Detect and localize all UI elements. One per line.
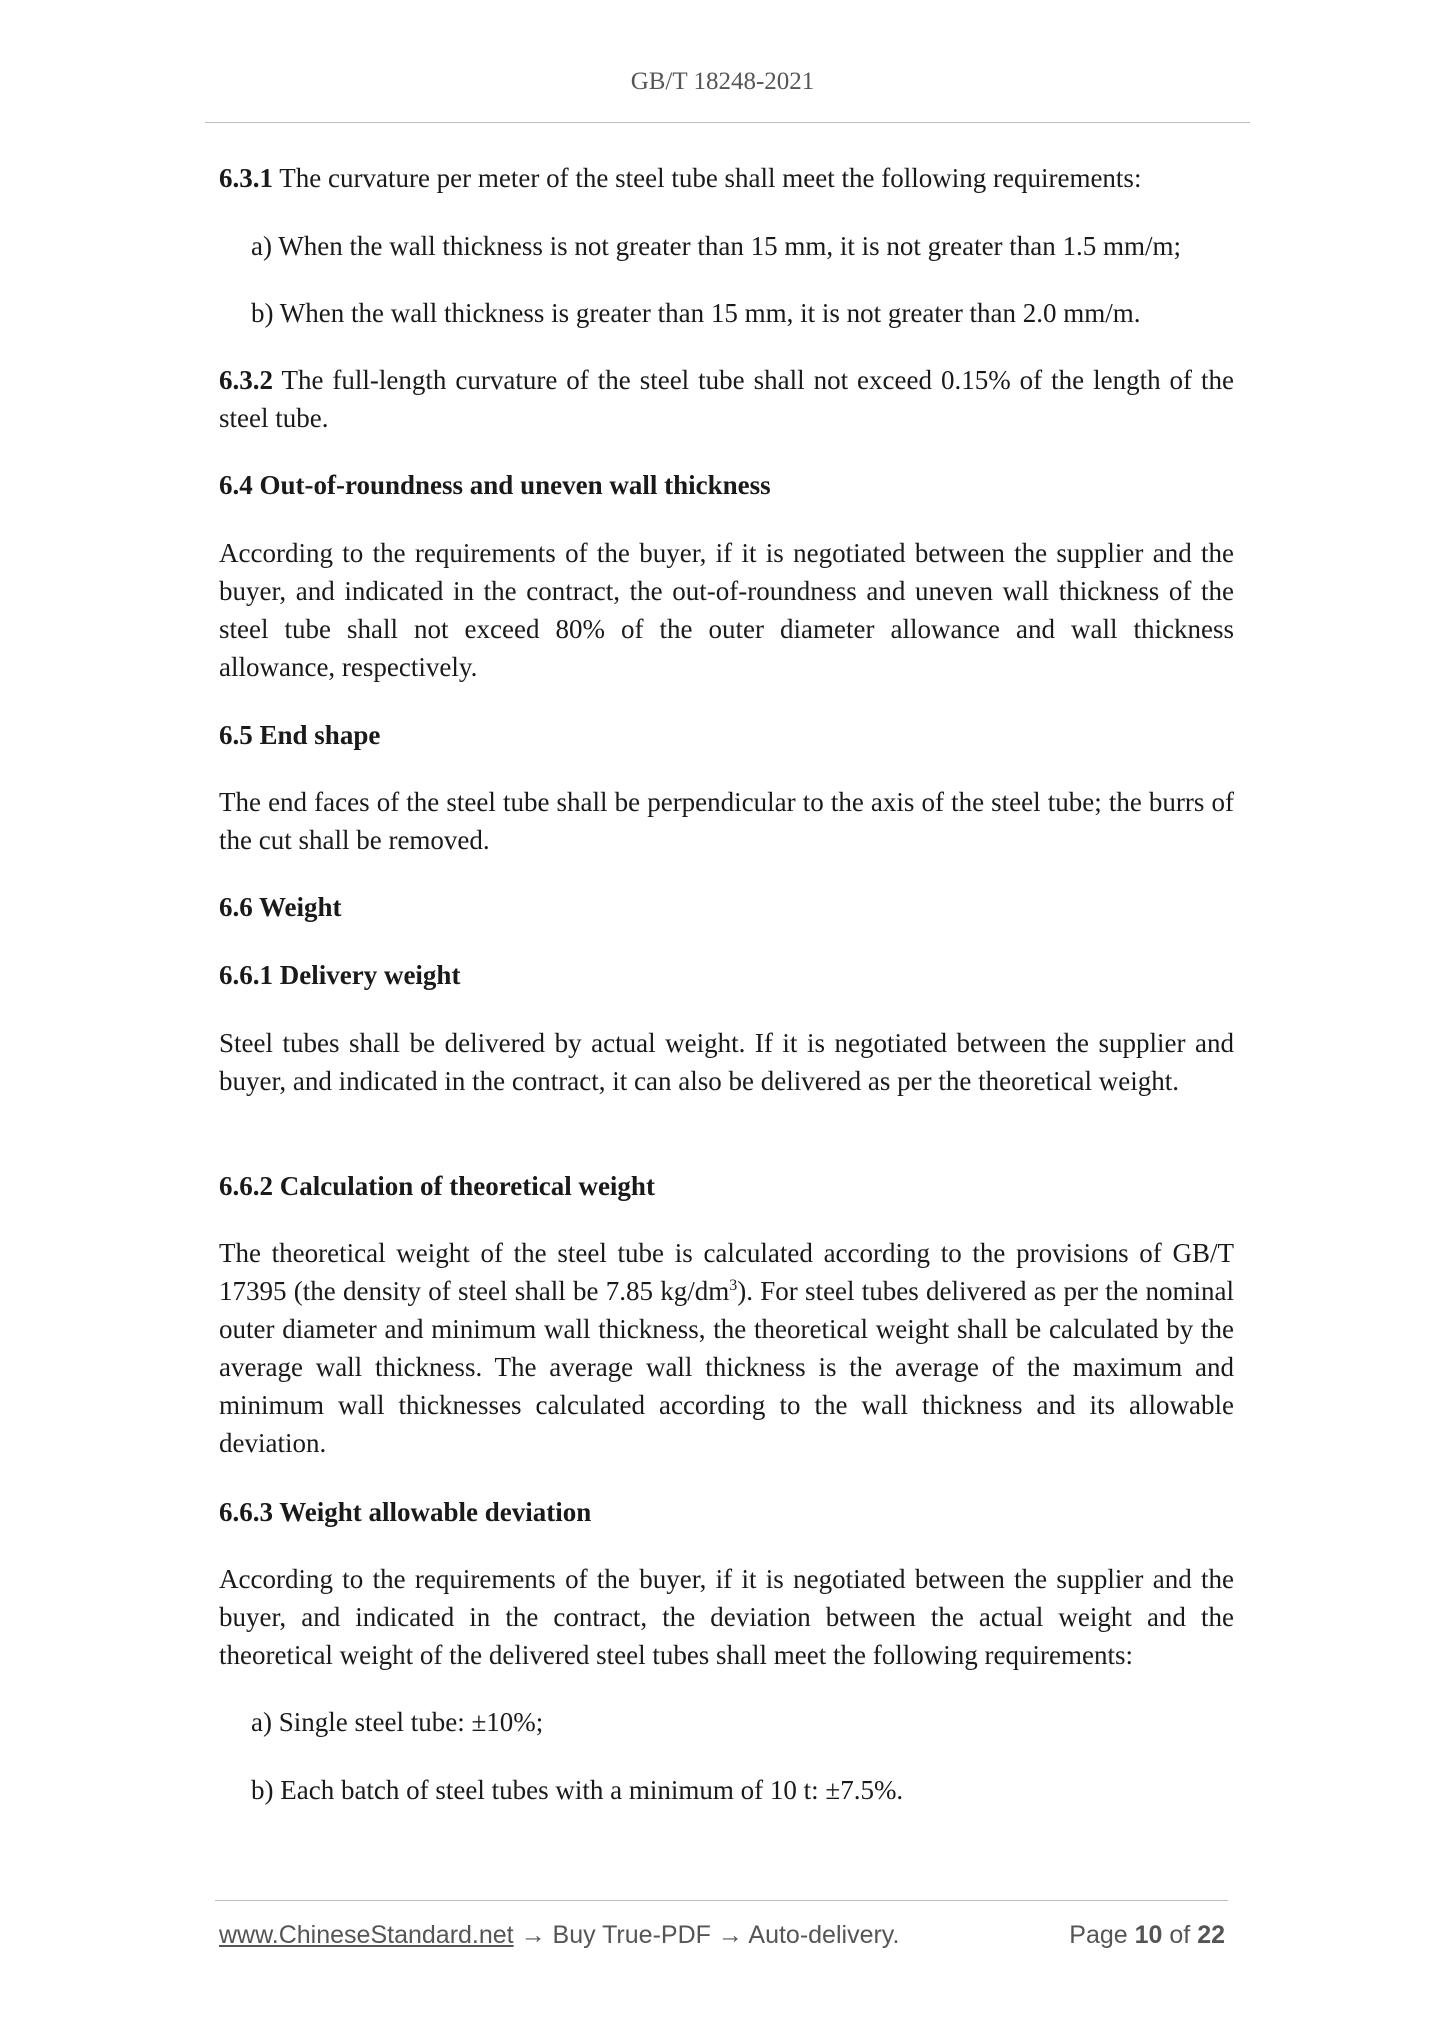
list-item-a: a) Single steel tube: ±10%;: [251, 1707, 544, 1737]
clause-6-3-2: [219, 361, 1234, 437]
paragraph-text-part1: The theoretical weight of the steel tube is calculated according to the provisions of GB/T 17395 (the density of steel shall be 7.85 kg/dm: [219, 1238, 1234, 1306]
section-heading-6-6-2: 6.6.2 Calculation of theoretical weight: [219, 1171, 655, 1201]
page-label: Page: [1069, 1921, 1135, 1949]
page-number: 10: [1134, 1921, 1163, 1949]
section-heading-6-5: 6.5 End shape: [219, 720, 381, 750]
clause-6-3-1: [219, 159, 1234, 197]
paragraph-6-5: The end faces of the steel tube shall be perpendicular to the axis of the steel tube; the burrs of the cut shall be removed.: [219, 787, 1234, 855]
list-item-a: a) When the wall thickness is not greater than 15 mm, it is not greater than 1.5 mm/m;: [251, 231, 1182, 261]
page-indicator: [1069, 1921, 1225, 1950]
section-heading-6-6-1: 6.6.1 Delivery weight: [219, 960, 461, 990]
paragraph-6-6-3: According to the requirements of the buyer, if it is negotiated between the supplier and the buyer, and indicated in the contract, the deviation between the actual weight and the theoretical weight of the delivered steel tubes shall meet the following requirements:: [219, 1564, 1234, 1670]
paragraph-6-6-1: Steel tubes shall be delivered by actual weight. If it is negotiated between the supplier and buyer, and indicated in the contract, it can also be delivered as per the theoretical weight.: [219, 1028, 1234, 1096]
footer-divider: [215, 1900, 1228, 1901]
paragraph-6-6-2: [219, 1234, 1234, 1462]
list-item-b: b) When the wall thickness is greater than 15 mm, it is not greater than 2.0 mm/m.: [251, 298, 1141, 328]
footer-tagline: → Buy True-PDF → Auto-delivery.: [513, 1921, 900, 1949]
header-divider: [205, 122, 1250, 123]
section-heading-6-6-3: 6.6.3 Weight allowable deviation: [219, 1497, 592, 1527]
of-label: of: [1162, 1921, 1198, 1949]
section-heading-6-4: 6.4 Out-of-roundness and uneven wall thickness: [219, 470, 771, 500]
paragraph-6-4: According to the requirements of the buyer, if it is negotiated between the supplier and the buyer, and indicated in the contract, the out-of-roundness and uneven wall thickness of the steel tube shall not exceed 80% of the outer diameter allowance and wall thickness allowance, respectively.: [219, 538, 1234, 682]
clause-text: The curvature per meter of the steel tube shall meet the following requirements:: [273, 163, 1142, 193]
list-item-b: b) Each batch of steel tubes with a minimum of 10 t: ±7.5%.: [251, 1775, 904, 1805]
clause-number: 6.3.2: [219, 365, 273, 395]
clause-text: The full-length curvature of the steel tube shall not exceed 0.15% of the length of the steel tube.: [219, 365, 1234, 433]
section-heading-6-6: 6.6 Weight: [219, 892, 342, 922]
page-total: 22: [1197, 1921, 1225, 1949]
website-link[interactable]: www.ChineseStandard.net: [219, 1921, 514, 1949]
paragraph-text-part2: ). For steel tubes delivered as per the nominal outer diameter and minimum wall thickness, the theoretical weight shall be calculated by the average wall thickness. The average wall thickness is the average of the maximum and minimum wall thicknesses calculated according to the wall thickness and its allowable deviation.: [219, 1276, 1234, 1458]
footer-promo: [219, 1921, 899, 1950]
superscript: 3: [729, 1277, 738, 1294]
running-header: GB/T 18248-2021: [630, 68, 815, 95]
clause-number: 6.3.1: [219, 163, 273, 193]
